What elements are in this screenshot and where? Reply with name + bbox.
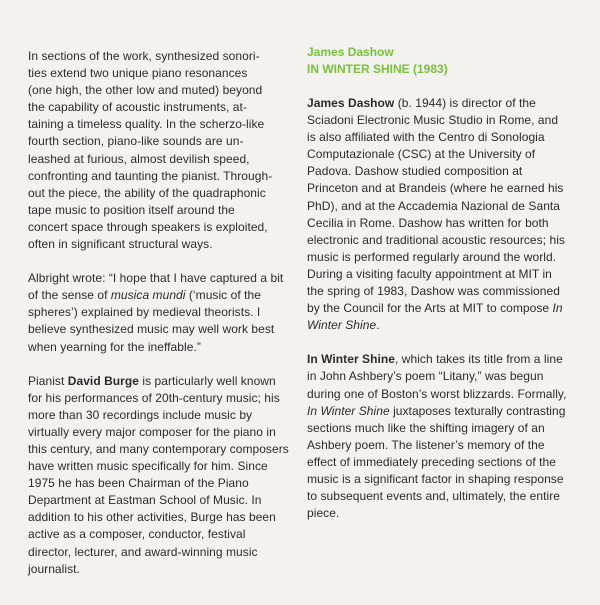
piece-title: In Winter Shine: [307, 403, 390, 418]
italic-term: musica mundi: [110, 288, 186, 303]
line: often in significant structural ways.: [28, 237, 213, 252]
paragraph-program-notes: [28, 48, 290, 253]
line: fourth section, piano-like sounds are un-: [28, 134, 244, 149]
right-column: [307, 95, 569, 522]
text: juxtaposes texturally contrasting sections much like the shifting imagery of an Ashbery poem. The listener’s memory of the effect of immediately preceding sections of the music is a significant factor in shaping response to subsequent events and, ultimately, the entire piece.: [307, 403, 566, 521]
text: (‘music of the spheres’) explained by medieval theorists. I believe synthesized music may well work best when yearning for the ineffable.”: [28, 288, 275, 354]
line: out the piece, the ability of the quadraphonic: [28, 185, 266, 200]
composer-name: James Dashow: [307, 96, 395, 110]
left-column: [28, 48, 290, 578]
text: .: [376, 318, 380, 333]
line: concert space through speakers is exploited,: [28, 219, 268, 234]
piece-heading: [307, 44, 569, 77]
text: Albright wrote: “I hope that I have captured a bit of the sense of: [28, 271, 284, 303]
line: the capability of acoustic instruments, at-: [28, 100, 247, 115]
paragraph-david-burge-bio: [28, 373, 290, 578]
text: (b. 1944) is director of the Sciadoni Electronic Music Studio in Rome, and is also affiliated with the Centro di Sonologia Computazionale (CSC) at the University of Padova. Dashow studied composition at Princeton and at Brandeis (where he earned his PhD), and at the Accademia Nazional de Santa Cecilia in Rome. Dashow has written for both electronic and traditional acoustic resources; his music is performed regularly around the world. During a visiting faculty appointment at MIT in the spring of 1983, Dashow was commissioned by the Council for the Arts at MIT to compose: [307, 96, 565, 316]
line: taining a timeless quality. In the scherzo-like: [28, 117, 265, 132]
paragraph-dashow-bio: [307, 95, 569, 334]
line: tape music to position itself around the: [28, 202, 235, 217]
paragraph-albright-quote: [28, 270, 290, 355]
composer-heading: James Dashow: [307, 45, 394, 59]
line: (one high, the other low and muted) beyond: [28, 83, 263, 98]
line: In sections of the work, synthesized sonori-: [28, 49, 260, 63]
text: Pianist: [28, 373, 68, 388]
line: confronting and taunting the pianist. Through-: [28, 168, 273, 183]
paragraph-in-winter-shine: [307, 351, 569, 522]
piece-title: In Winter Shine: [307, 301, 563, 333]
piece-title: In Winter Shine: [307, 352, 395, 367]
line: leashed at furious, almost devilish speed,: [28, 151, 250, 166]
text: is particularly well known for his performances of 20th-century music; his more than 30 recordings include music by virtually every major composer for the piano in this century, and many contemporary composers have written music specifically for him. Since 1975 he has been Chairman of the Piano Department at Eastman School of Music. In addition to his other activities, Burge has been active as a composer, conductor, festival director, lecturer, and award-winning music journalist.: [28, 373, 289, 576]
performer-name: David Burge: [67, 373, 139, 388]
text: , which takes its title from a line in John Ashbery’s poem “Litany,” was begun during one of Boston’s worst blizzards. Formally,: [307, 352, 567, 401]
piece-title-heading: IN WINTER SHINE (1983): [307, 61, 448, 76]
line: ties extend two unique piano resonances: [28, 66, 248, 81]
